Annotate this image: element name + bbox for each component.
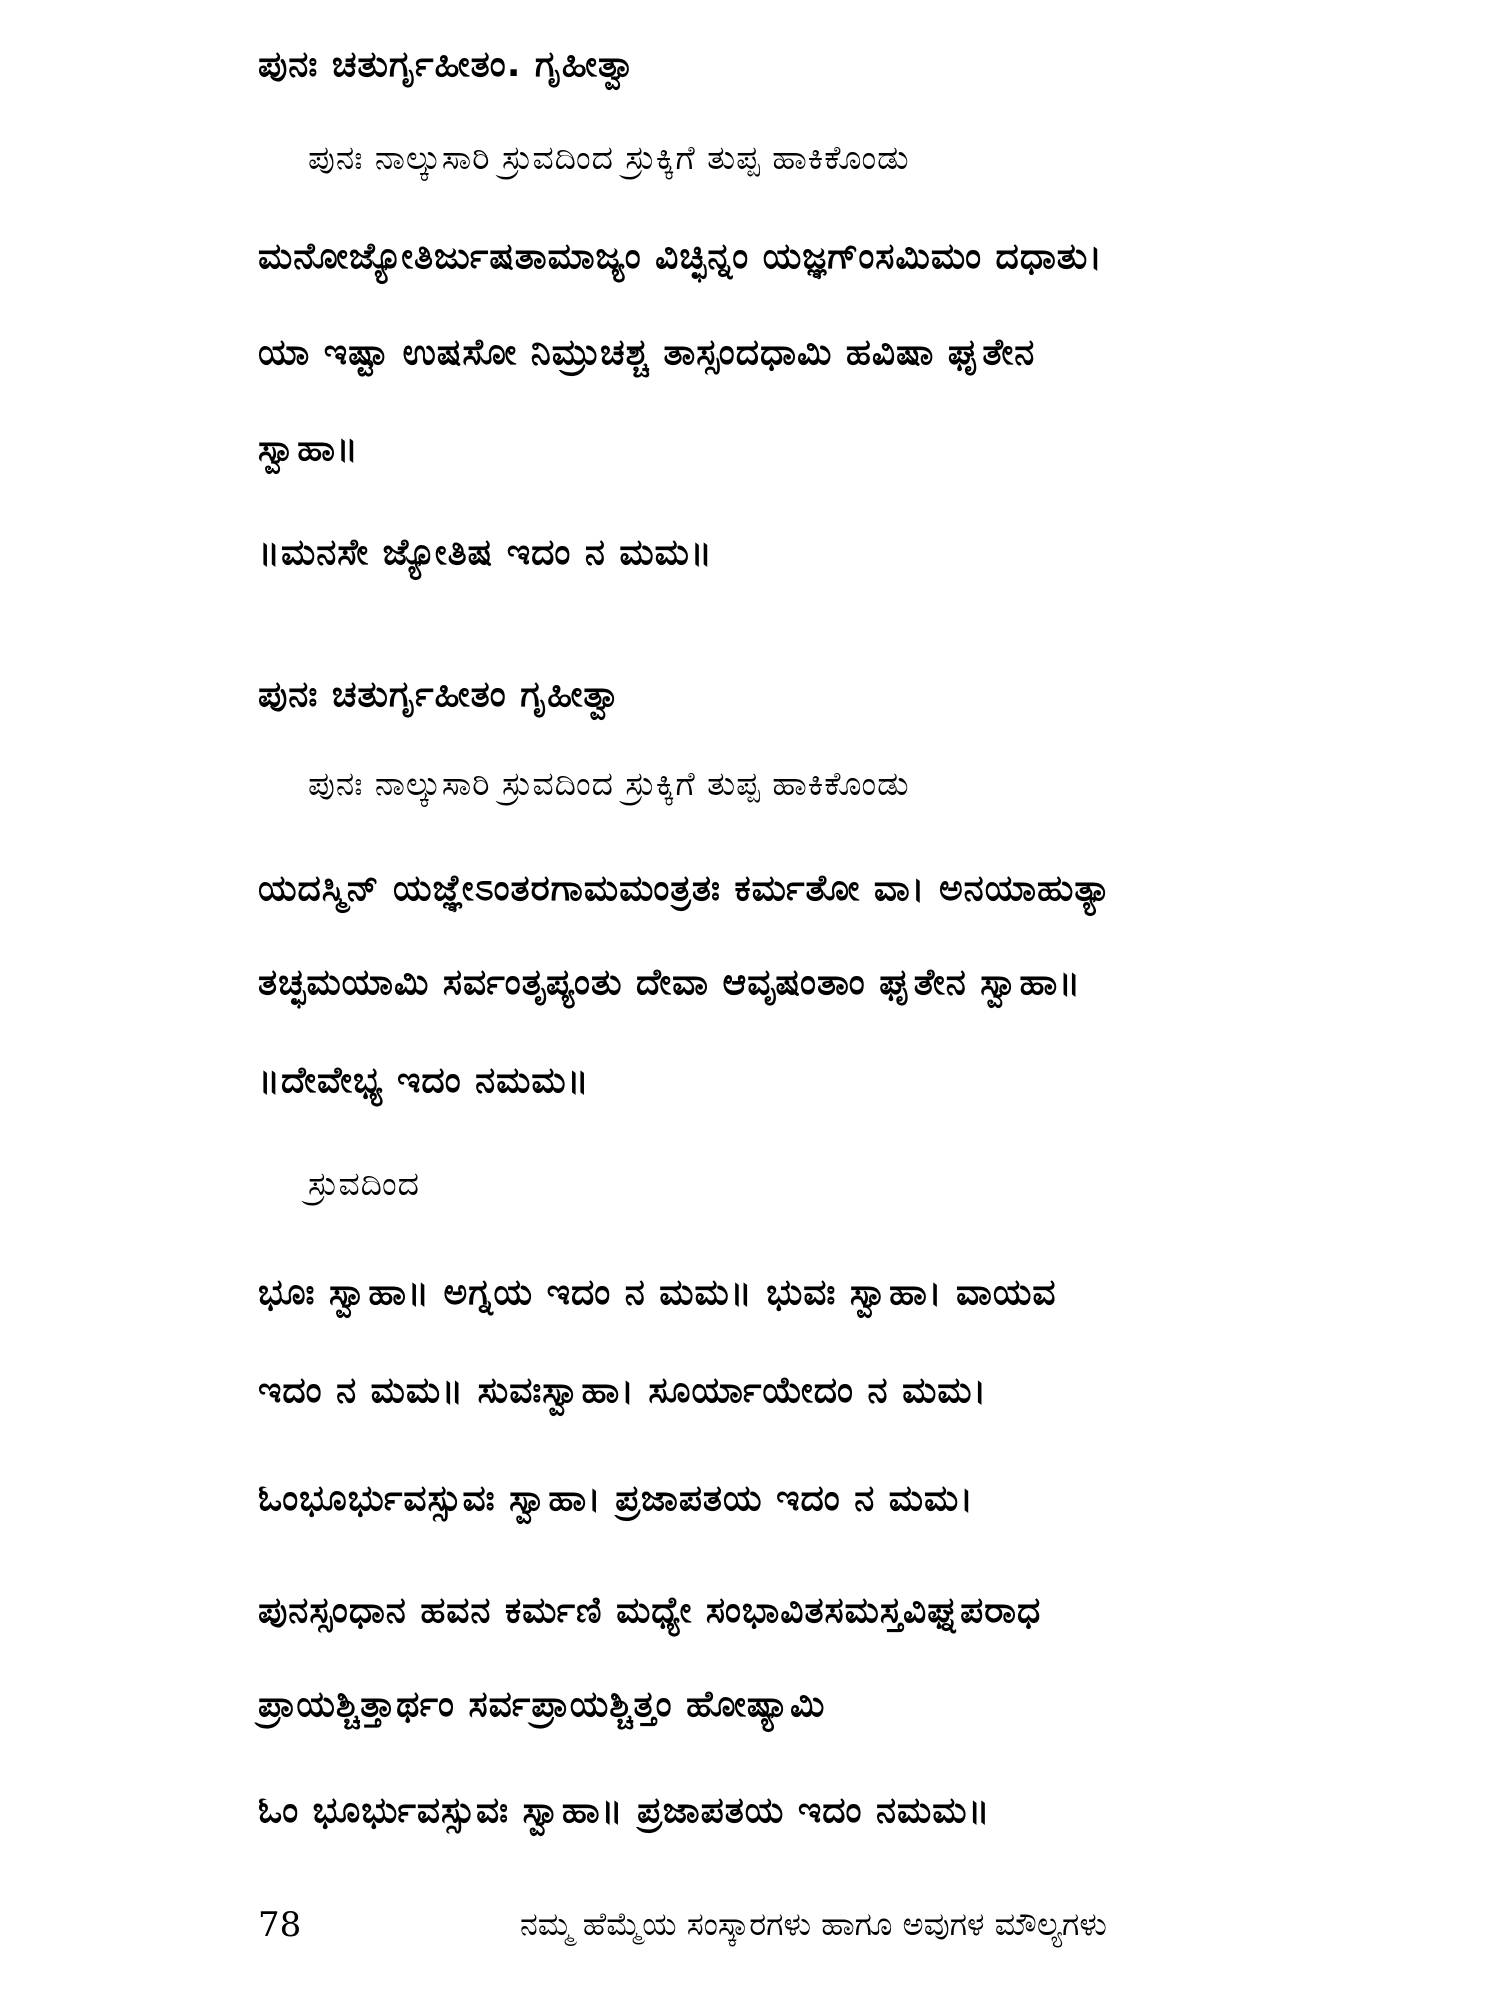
instruction-line-2: ಪುನಃ ನಾಲ್ಕುಸಾರಿ ಸ್ರುವದಿಂದ ಸ್ರುಕ್ಕಿಗೆ ತುಪ್ಪ ಹಾಕಿಕೊಂಡು: [308, 764, 910, 803]
heading-punah-chaturgrihitam-2: ಪುನಃ ಚತುರ್ಗೃಹೀತಂ ಗೃಹೀತ್ವಾ: [258, 674, 623, 715]
running-title: ನಮ್ಮ ಹೆಮ್ಮೆಯ ಸಂಸ್ಕಾರಗಳು ಹಾಗೂ ಅವುಗಳ ಮೌಲ್ಯಗಳು: [520, 1905, 1107, 1943]
page-number: 78: [258, 1905, 302, 1945]
offering-line: ॥ದೇವೇಭ್ಯ ಇದಂ ನಮಮ॥: [258, 1060, 590, 1101]
offering-line: ॥ಮನಸೇ ಜ್ಯೋತಿಷ ಇದಂ ನ ಮಮ॥: [258, 532, 713, 573]
mantra-line: ಇದಂ ನ ಮಮ॥ ಸುವಃಸ್ವಾಹಾ। ಸೂರ್ಯಾಯೇದಂ ನ ಮಮ।: [258, 1370, 988, 1411]
mantra-line: ಮನೋಜ್ಯೋತಿರ್ಜುಷತಾಮಾಜ್ಯಂ ವಿಚ್ಛಿನ್ನಂ ಯಜ್ಞಗ್ಂಸಮಿಮಂ ದಧಾತು।: [258, 236, 1103, 277]
mantra-line: ಯಾ ಇಷ್ಟಾ ಉಷಸೋ ನಿಮ್ರುಚಶ್ಚ ತಾಸ್ಸಂದಧಾಮಿ ಹವಿಷಾ ಘೃತೇನ: [258, 332, 1036, 373]
mantra-line: ಯದಸ್ಮಿನ್ ಯಜ್ಞೇಽಂತರಗಾಮಮಂತ್ರತಃ ಕರ್ಮತೋ ವಾ। ಅನಯಾಹುತ್ಯಾ: [258, 868, 1113, 909]
heading-punah-chaturgrihitam-1: ಪುನಃ ಚತುರ್ಗೃಹೀತಂ. ಗೃಹೀತ್ವಾ: [258, 44, 638, 85]
mantra-line: ಓಂ ಭೂರ್ಭುವಸ್ಸುವಃ ಸ್ವಾಹಾ॥ ಪ್ರಜಾಪತಯ ಇದಂ ನಮಮ॥: [258, 1790, 991, 1831]
mantra-line: ಪುನಸ್ಸಂಧಾನ ಹವನ ಕರ್ಮಣಿ ಮಧ್ಯೇ ಸಂಭಾವಿತಸಮಸ್ತವಿಘ್ನಪರಾಧ: [258, 1590, 1042, 1631]
mantra-line: ಓಂಭೂರ್ಭುವಸ್ಸುವಃ ಸ್ವಾಹಾ। ಪ್ರಜಾಪತಯ ಇದಂ ನ ಮಮ।: [258, 1478, 974, 1519]
instruction-line-1: ಪುನಃ ನಾಲ್ಕುಸಾರಿ ಸ್ರುವದಿಂದ ಸ್ರುಕ್ಕಿಗೆ ತುಪ್ಪ ಹಾಕಿಕೊಂಡು: [308, 138, 910, 177]
mantra-line: ಭೂಃ ಸ್ವಾಹಾ॥ ಅಗ್ನಯ ಇದಂ ನ ಮಮ॥ ಭುವಃ ಸ್ವಾಹಾ। ವಾಯವ: [258, 1272, 1057, 1313]
mantra-line: ಸ್ವಾಹಾ॥: [258, 428, 359, 469]
mantra-line: ಪ್ರಾಯಶ್ಚಿತ್ತಾರ್ಥಂ ಸರ್ವಪ್ರಾಯಶ್ಚಿತ್ತಂ ಹೋಷ್ಯಾಮಿ: [258, 1684, 826, 1725]
instruction-sruvadinda: ಸ್ರುವದಿಂದ: [308, 1164, 420, 1203]
mantra-line: ತಚ್ಛಮಯಾಮಿ ಸರ್ವಂತೃಪ್ಯಂತು ದೇವಾ ಆವೃಷಂತಾಂ ಘೃತೇನ ಸ್ವಾಹಾ॥: [258, 962, 1082, 1003]
